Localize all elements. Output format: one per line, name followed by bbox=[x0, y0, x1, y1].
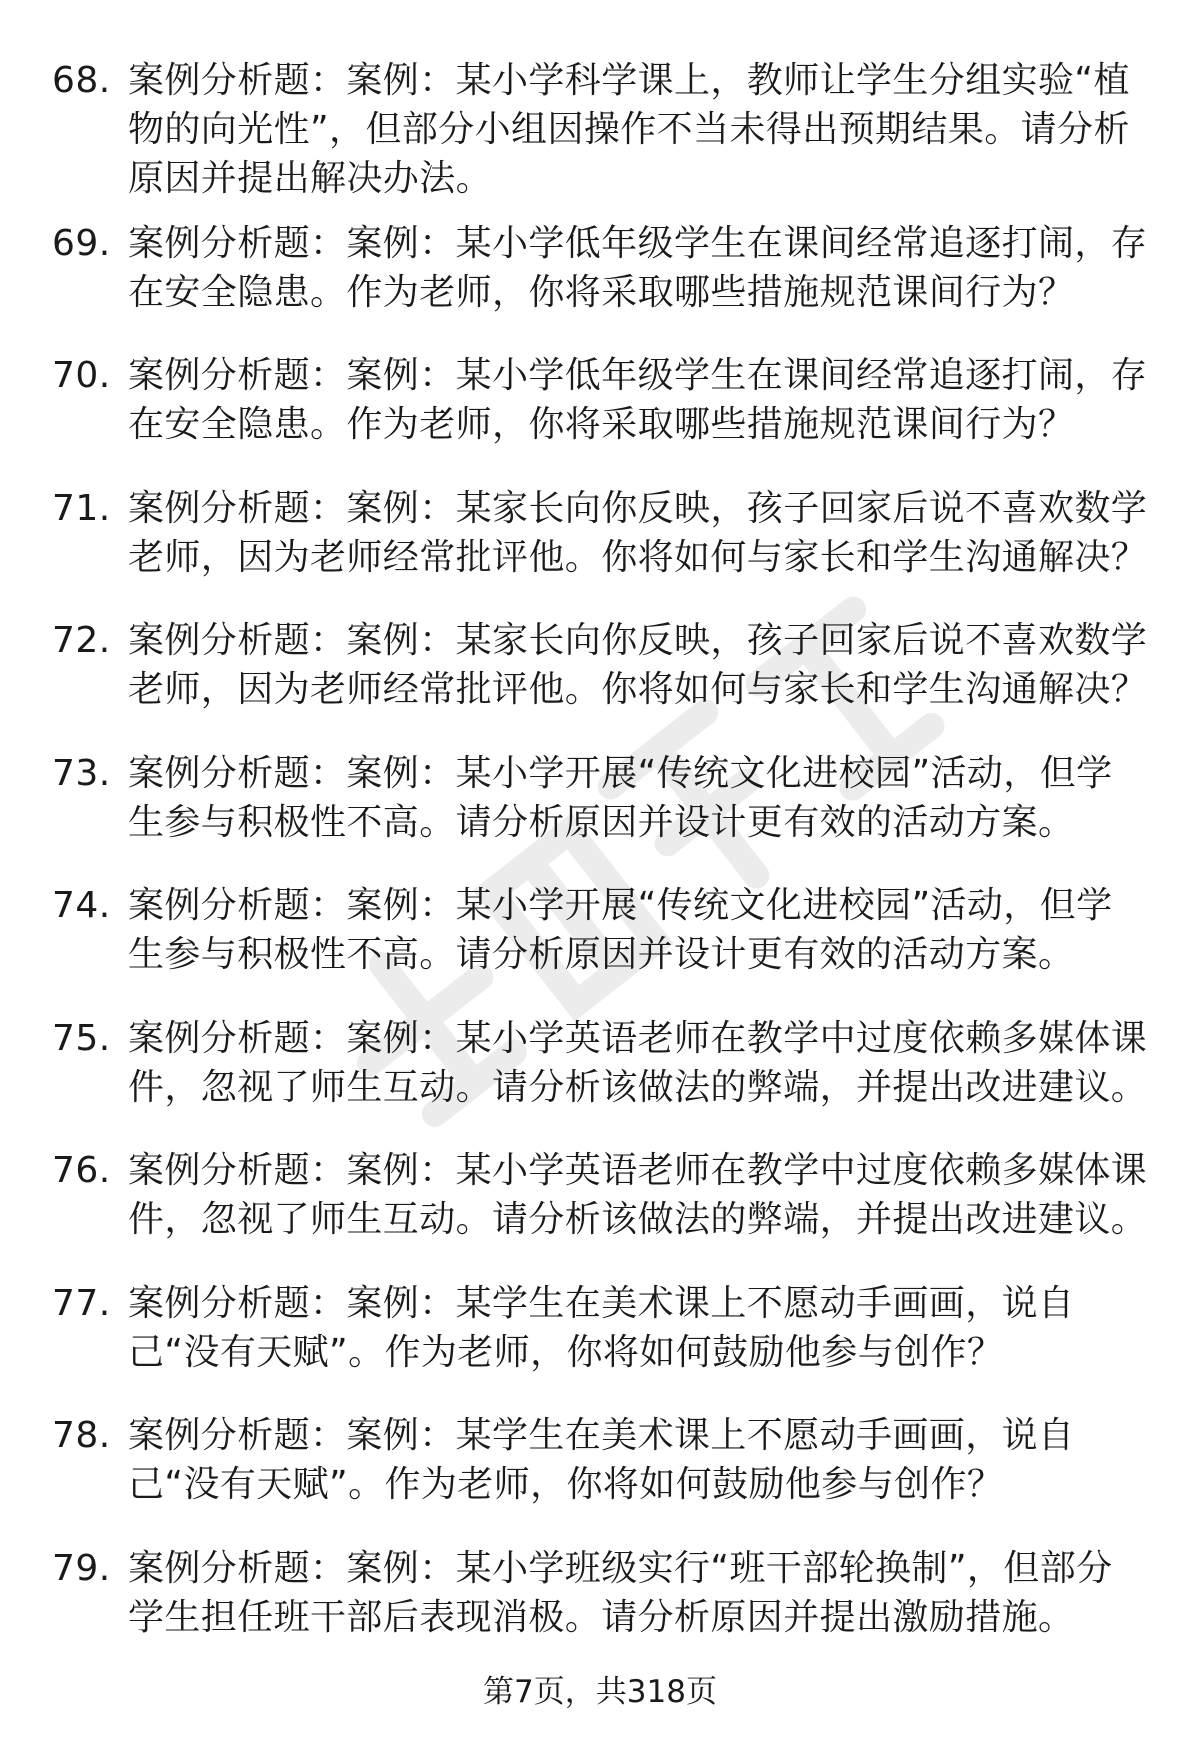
question-line: 案例分析题：案例：某小学科学课上，教师让学生分组实验“植 bbox=[128, 60, 1130, 101]
question-number: 70. bbox=[52, 355, 111, 396]
question-item bbox=[0, 219, 1200, 352]
question-line: 案例分析题：案例：某小学英语老师在教学中过度依赖多媒体课 bbox=[128, 1150, 1148, 1191]
question-line: 案例分析题：案例：某小学低年级学生在课间经常追逐打闹，存 bbox=[128, 355, 1148, 396]
question-number: 78. bbox=[52, 1415, 111, 1456]
question-item bbox=[0, 351, 1200, 484]
question-line: 生参与积极性不高。请分析原因并设计更有效的活动方案。 bbox=[128, 934, 1075, 975]
question-text bbox=[128, 219, 1148, 317]
question-line: 案例分析题：案例：某家长向你反映，孩子回家后说不喜欢数学 bbox=[128, 620, 1148, 661]
question-line: 案例分析题：案例：某小学开展“传统文化进校园”活动，但学 bbox=[128, 885, 1113, 926]
question-item bbox=[0, 1279, 1200, 1412]
question-text bbox=[128, 749, 1144, 847]
question-text bbox=[128, 1014, 1148, 1112]
question-line: 老师，因为老师经常批评他。你将如何与家长和学生沟通解决？ bbox=[128, 669, 1148, 710]
question-item bbox=[0, 616, 1200, 749]
question-item bbox=[0, 881, 1200, 1014]
question-text bbox=[128, 1146, 1148, 1244]
question-number: 73. bbox=[52, 752, 111, 794]
question-line: 生参与积极性不高。请分析原因并设计更有效的活动方案。 bbox=[128, 801, 1075, 843]
question-line: 件，忽视了师生互动。请分析该做法的弊端，并提出改进建议。 bbox=[128, 1066, 1148, 1108]
question-item bbox=[0, 1411, 1200, 1544]
question-line: 老师，因为老师经常批评他。你将如何与家长和学生沟通解决？ bbox=[128, 536, 1148, 578]
question-line: 案例分析题：案例：某家长向你反映，孩子回家后说不喜欢数学 bbox=[128, 487, 1148, 529]
question-text bbox=[128, 484, 1148, 582]
question-text bbox=[128, 616, 1148, 714]
question-text bbox=[128, 56, 1144, 203]
question-line: 案例分析题：案例：某学生在美术课上不愿动手画画，说自 bbox=[128, 1282, 1075, 1324]
question-number: 79. bbox=[52, 1547, 111, 1589]
question-number: 76. bbox=[52, 1150, 111, 1191]
question-line: 件，忽视了师生互动。请分析该做法的弊端，并提出改进建议。 bbox=[128, 1199, 1148, 1240]
question-number: 72. bbox=[52, 620, 111, 661]
question-line: 案例分析题：案例：某学生在美术课上不愿动手画画，说自 bbox=[128, 1415, 1075, 1456]
question-line: 案例分析题：案例：某小学开展“传统文化进校园”活动，但学 bbox=[128, 752, 1113, 794]
question-text bbox=[128, 351, 1148, 449]
question-line: 学生担任班干部后表现消极。请分析原因并提出激励措施。 bbox=[128, 1596, 1075, 1638]
question-number: 77. bbox=[52, 1282, 111, 1324]
question-line: 在安全隐患。作为老师，你将采取哪些措施规范课间行为？ bbox=[128, 271, 1075, 313]
question-number: 74. bbox=[52, 885, 111, 926]
question-line: 案例分析题：案例：某小学英语老师在教学中过度依赖多媒体课 bbox=[128, 1017, 1148, 1059]
question-item bbox=[0, 484, 1200, 617]
question-item bbox=[0, 1544, 1200, 1677]
question-text bbox=[128, 1411, 1144, 1509]
question-list bbox=[0, 56, 1200, 1676]
question-number: 68. bbox=[52, 60, 111, 101]
question-line: 在安全隐患。作为老师，你将采取哪些措施规范课间行为？ bbox=[128, 404, 1075, 445]
question-item bbox=[0, 1014, 1200, 1147]
question-line: 案例分析题：案例：某小学低年级学生在课间经常追逐打闹，存 bbox=[128, 222, 1148, 264]
question-line: 己“没有天赋”。作为老师，你将如何鼓励他参与创作？ bbox=[128, 1464, 1004, 1505]
question-line: 原因并提出解决办法。 bbox=[128, 158, 493, 199]
question-line: 案例分析题：案例：某小学班级实行“班干部轮换制”，但部分 bbox=[128, 1547, 1113, 1589]
question-item bbox=[0, 56, 1200, 199]
question-number: 75. bbox=[52, 1017, 111, 1059]
question-line: 己“没有天赋”。作为老师，你将如何鼓励他参与创作？ bbox=[128, 1331, 1004, 1373]
question-text bbox=[128, 1279, 1144, 1377]
question-text bbox=[128, 881, 1144, 979]
question-text bbox=[128, 1544, 1144, 1642]
question-line: 物的向光性”，但部分小组因操作不当未得出预期结果。请分析 bbox=[128, 109, 1130, 150]
question-number: 71. bbox=[52, 487, 111, 529]
question-item bbox=[0, 749, 1200, 882]
question-item bbox=[0, 1146, 1200, 1279]
question-number: 69. bbox=[52, 222, 111, 264]
page-number-footer: 第7页，共318页 bbox=[483, 1674, 717, 1710]
